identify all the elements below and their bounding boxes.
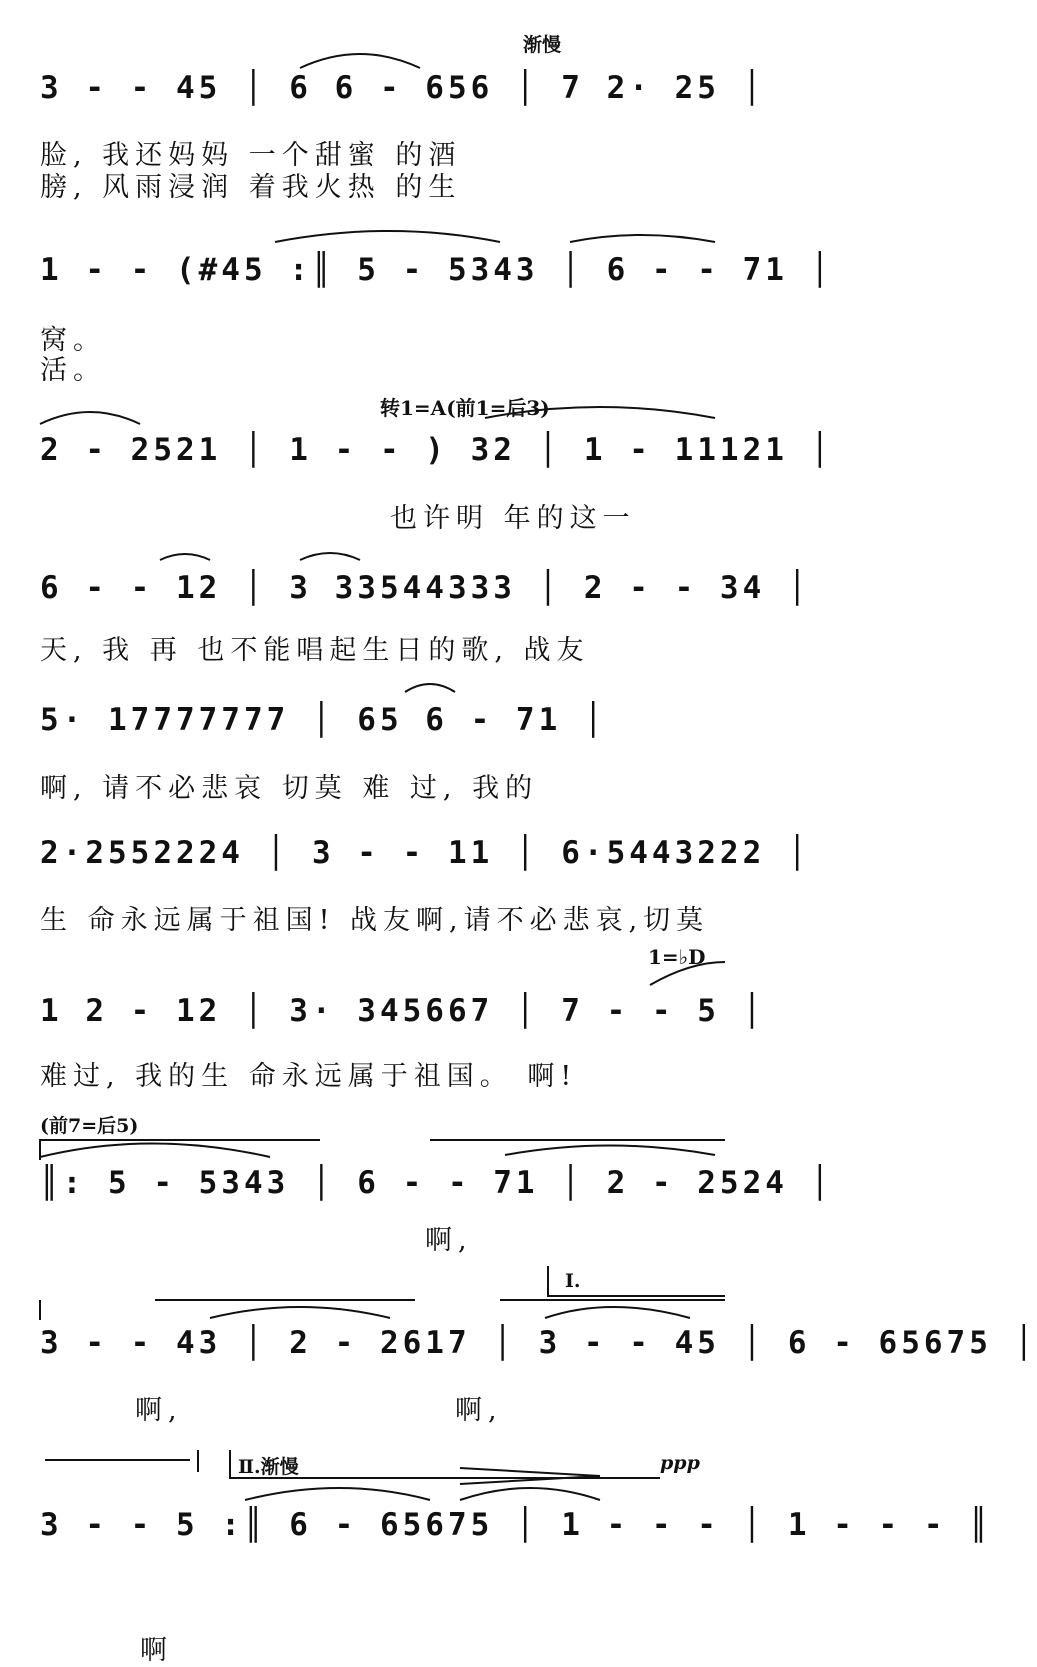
- lyrics-row-3: 也许明 年的这一: [390, 503, 636, 534]
- lyrics-row-10: 啊: [140, 1635, 173, 1666]
- lyrics-row-1-verse-2: 膀, 风雨浸润 着我火热 的生: [40, 172, 462, 203]
- score-row-9-notes: 3 - - 43 │ 2 - 2617 │ 3 - - 45 │ 6 - 65675 │: [40, 1325, 1037, 1361]
- previous-seven-equals-five: (前7=后5): [40, 1115, 139, 1137]
- first-ending-label: Ⅰ.: [565, 1270, 581, 1292]
- score-row-4-notes: 6 - - 12 │ 3 33544333 │ 2 - - 34 │: [40, 570, 811, 606]
- ritardando-mark-1: 渐慢: [523, 34, 562, 56]
- lyrics-row-5: 啊, 请不必悲哀 切莫 难 过, 我的: [40, 773, 539, 804]
- lyrics-row-9-part-2: 啊,: [455, 1395, 503, 1426]
- lyrics-row-1-verse-1: 脸, 我还妈妈 一个甜蜜 的酒: [40, 140, 462, 171]
- lyrics-row-2-verse-1: 窝。: [40, 325, 106, 356]
- score-row-3-notes: 2 - 2521 │ 1 - - ) 32 │ 1 - 11121 │: [40, 432, 834, 468]
- score-row-1-notes: 3 - - 45 │ 6 6 - 656 │ 7 2· 25 │: [40, 70, 766, 106]
- score-row-10-notes: 3 - - 5 :║ 6 - 65675 │ 1 - - - │ 1 - - - ║: [40, 1507, 992, 1543]
- score-row-6-notes: 2·2552224 │ 3 - - 11 │ 6·5443222 │: [40, 835, 811, 871]
- score-row-7-notes: 1 2 - 12 │ 3· 345667 │ 7 - - 5 │: [40, 993, 766, 1029]
- lyrics-row-9-part-1: 啊,: [135, 1395, 183, 1426]
- score-row-5-notes: 5· 17777777 │ 65 6 - 71 │: [40, 702, 607, 738]
- lyrics-row-4: 天, 我 再 也不能唱起生日的歌, 战友: [40, 635, 590, 666]
- modulation-mark: 转1=A(前1=后3): [380, 396, 550, 420]
- lyrics-row-2-verse-2: 活。: [40, 355, 106, 386]
- lyrics-row-7: 难过, 我的生 命永远属于祖国。 啊!: [40, 1061, 578, 1092]
- dynamic-ppp: ppp: [660, 1452, 700, 1474]
- score-row-8-notes: ║: 5 - 5343 │ 6 - - 71 │ 2 - 2524 │: [40, 1165, 834, 1201]
- key-change-flat-d: 1=♭D: [648, 945, 706, 969]
- second-ending-label: Ⅱ.渐慢: [238, 1456, 299, 1478]
- score-row-2-notes: 1 - - (#45 :║ 5 - 5343 │ 6 - - 71 │: [40, 252, 834, 288]
- lyrics-row-8: 啊,: [425, 1225, 473, 1256]
- lyrics-row-6: 生 命永远属于祖国! 战友啊,请不必悲哀,切莫: [40, 905, 710, 936]
